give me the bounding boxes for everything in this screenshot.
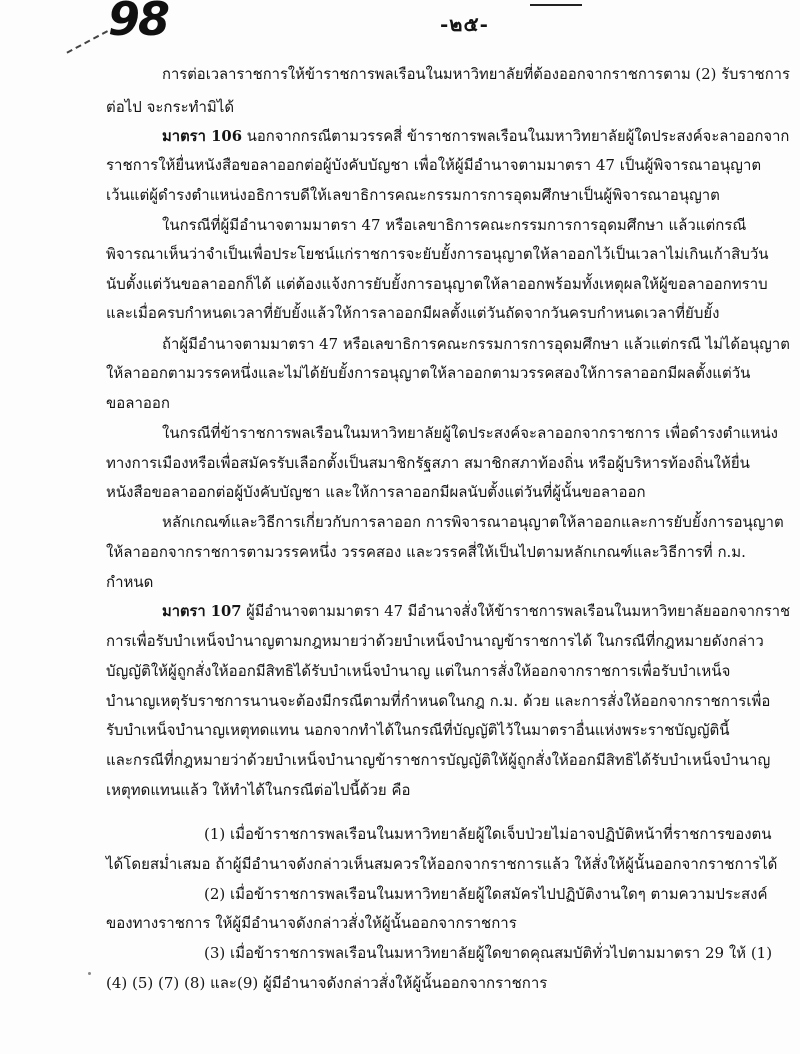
body-line: ให้ลาออกตามวรรคหนึ่งและไม่ได้ยับยั้งการอนุญาตให้ลาออกตามวรรคสองให้การลาออกมีผลตั้งแต่วัน — [106, 364, 751, 382]
body-line: บัญญัติให้ผู้ถูกสั่งให้ออกมีสิทธิได้รับบำเหน็จบำนาญ แต่ในการสั่งให้ออกจากราชการเพื่อรับบำเหน็จ — [106, 662, 731, 680]
body-line: พิจารณาเห็นว่าจำเป็นเพื่อประโยชน์แก่ราชการจะยับยั้งการอนุญาตให้ลาออกไว้เป็นเวลาไม่เกินเก้าสิบวัน — [106, 245, 769, 263]
section-107-line: มาตรา 107 ผู้มีอำนาจตามมาตรา 47 มีอำนาจสั่งให้ข้าราชการพลเรือนในมหาวิทยาลัยออกจากราช — [162, 602, 791, 620]
body-line: และกรณีที่กฎหมายว่าด้วยบำเหน็จบำนาญข้าราชการบัญญัติให้ผู้ถูกสั่งให้ออกมีสิทธิได้รับบำเหน็จบำนาญ — [106, 751, 771, 769]
body-line: และเมื่อครบกำหนดเวลาที่ยับยั้งแล้วให้การลาออกมีผลตั้งแต่วันถัดจากวันครบกำหนดเวลาที่ยับยั้ง — [106, 304, 720, 322]
body-line: เหตุทดแทนแล้ว ให้ทำได้ในกรณีต่อไปนี้ด้วย คือ — [106, 781, 411, 799]
list-item-3: (3) เมื่อข้าราชการพลเรือนในมหาวิทยาลัยผู้ใดขาดคุณสมบัติทั่วไปตามมาตรา 29 ให้ (1) — [204, 944, 773, 962]
section-heading: มาตรา 107 — [162, 602, 242, 620]
body-line: นับตั้งแต่วันขอลาออกก็ได้ แต่ต้องแจ้งการยับยั้งการอนุญาตให้ลาออกพร้อมทั้งเหตุผลให้ผู้ขอลาออกทราบ — [106, 275, 768, 293]
list-item-1: (1) เมื่อข้าราชการพลเรือนในมหาวิทยาลัยผู้ใดเจ็บป่วยไม่อาจปฏิบัติหน้าที่ราชการของตน — [204, 825, 772, 843]
page-number: -๒๕- — [440, 12, 489, 36]
body-line: การเพื่อรับบำเหน็จบำนาญตามกฎหมายว่าด้วยบำเหน็จบำนาญข้าราชการได้ ในกรณีที่กฎหมายดังกล่าว — [106, 632, 764, 650]
body-line: หนังสือขอลาออกต่อผู้บังคับบัญชา และให้การลาออกมีผลนับตั้งแต่วันที่ผู้นั้นขอลาออก — [106, 483, 646, 501]
section-heading: มาตรา 106 — [162, 127, 243, 145]
body-line: ราชการให้ยื่นหนังสือขอลาออกต่อผู้บังคับบัญชา เพื่อให้ผู้มีอำนาจตามมาตรา 47 เป็นผู้พิจารณาอนุญาต — [106, 156, 762, 174]
body-line: ถ้าผู้มีอำนาจตามมาตรา 47 หรือเลขาธิการคณะกรรมการการอุดมศึกษา แล้วแต่กรณี ไม่ได้อนุญาต — [162, 335, 790, 353]
handwritten-page-mark: 98 — [108, 0, 169, 46]
body-line: ในกรณีที่ผู้มีอำนาจตามมาตรา 47 หรือเลขาธิการคณะกรรมการการอุดมศึกษา แล้วแต่กรณี — [162, 216, 747, 234]
section-106-line: มาตรา 106 นอกจากกรณีตามวรรคสี่ ข้าราชการพลเรือนในมหาวิทยาลัยผู้ใดประสงค์จะลาออกจาก — [162, 127, 790, 145]
body-line: ของทางราชการ ให้ผู้มีอำนาจดังกล่าวสั่งให้ผู้นั้นออกจากราชการ — [106, 914, 517, 932]
body-line: ได้โดยสม่ำเสมอ ถ้าผู้มีอำนาจดังกล่าวเห็นสมควรให้ออกจากราชการแล้ว ให้สั่งให้ผู้นั้นออกจากราชการได้ — [106, 855, 778, 873]
body-line: (4) (5) (7) (8) และ(9) ผู้มีอำนาจดังกล่าวสั่งให้ผู้นั้นออกจากราชการ — [106, 974, 548, 992]
body-line: รับบำเหน็จบำนาญเหตุทดแทน นอกจากทำได้ในกรณีที่บัญญัติไว้ในมาตราอื่นแห่งพระราชบัญญัตินี้ — [106, 721, 730, 739]
list-item-2: (2) เมื่อข้าราชการพลเรือนในมหาวิทยาลัยผู้ใดสมัครไปปฏิบัติงานใดๆ ตามความประสงค์ — [204, 885, 768, 903]
body-line: เว้นแต่ผู้ดำรงตำแหน่งอธิการบดีให้เลขาธิการคณะกรรมการการอุดมศึกษาเป็นผู้พิจารณาอนุญาต — [106, 186, 720, 204]
body-line: ให้ลาออกจากราชการตามวรรคหนึ่ง วรรคสอง และวรรคสี่ให้เป็นไปตามหลักเกณฑ์และวิธีการที่ ก.ม. — [106, 543, 746, 561]
handwritten-stroke — [66, 30, 108, 55]
body-line: ต่อไป จะกระทำมิได้ — [106, 98, 235, 116]
top-rule — [530, 4, 582, 6]
body-line: ในกรณีที่ข้าราชการพลเรือนในมหาวิทยาลัยผู้ใดประสงค์จะลาออกจากราชการ เพื่อดำรงตำแหน่ง — [162, 424, 778, 442]
body-line: บำนาญเหตุรับราชการนานจะต้องมีกรณีตามที่กำหนดในกฎ ก.ม. ด้วย และการสั่งให้ออกจากราชการเพื่อ — [106, 692, 771, 710]
body-line: ขอลาออก — [106, 394, 170, 412]
body-line: ทางการเมืองหรือเพื่อสมัครรับเลือกตั้งเป็นสมาชิกรัฐสภา สมาชิกสภาท้องถิ่น หรือผู้บริหารท้องถิ่นให้ยื่น — [106, 454, 750, 472]
scan-speck — [88, 972, 91, 975]
body-line: การต่อเวลาราชการให้ข้าราชการพลเรือนในมหาวิทยาลัยที่ต้องออกจากราชการตาม (2) รับราชการ — [162, 65, 790, 83]
body-line: กำหนด — [106, 573, 154, 591]
body-line: หลักเกณฑ์และวิธีการเกี่ยวกับการลาออก การพิจารณาอนุญาตให้ลาออกและการยับยั้งการอนุญาต — [162, 513, 784, 531]
